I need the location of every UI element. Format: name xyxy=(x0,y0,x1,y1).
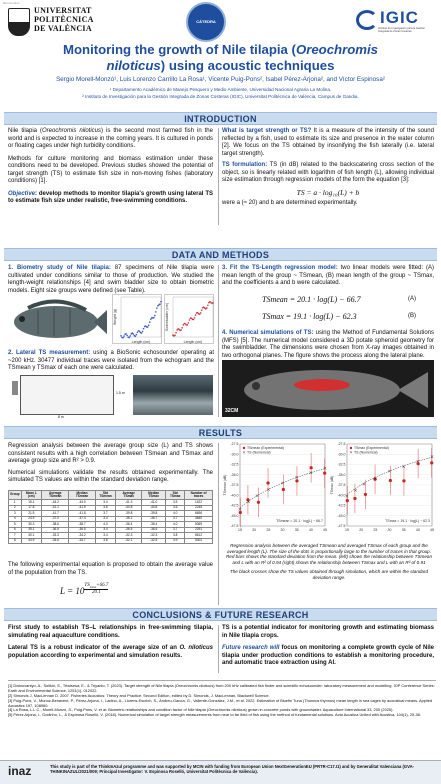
ts-mean-chart xyxy=(222,440,328,538)
intro-objective: Objective: develop methods to monitor tilapia's growth using lateral TS to estimate fish size under realistic, free-swimming conditions. xyxy=(8,190,213,204)
table-cell: -32.3 xyxy=(142,533,166,539)
method-1: 1. Biometry study of Nile tilapia: 87 specimens of Nile tilapia were cultivated under conditions similar to those of production. We studied the length-weight relationships [4] and swim bladder size to obtain biometric models. Eight size groups were defined (see Table). xyxy=(8,265,214,294)
y-tick-label: -32.5 xyxy=(337,462,346,467)
igic-wave-icon xyxy=(356,10,378,30)
x-tick-label: 15 xyxy=(345,528,349,532)
data-point xyxy=(123,335,125,337)
table-cell: -34.7 xyxy=(69,538,95,544)
x-tick-label: 20 xyxy=(252,528,257,532)
data-point xyxy=(120,335,122,337)
data-point xyxy=(139,330,141,332)
conclusion-4: Future research will focus on monitoring a complete growth cycle of Nile tilapia under production conditions to establish a monitoring procedure, and automatic trace extraction using AI. xyxy=(222,645,434,666)
university-emblem-icon xyxy=(8,8,30,36)
x-tick-label: 25 xyxy=(373,528,378,532)
intro-heading: INTRODUCTION xyxy=(4,112,437,125)
table-cell: 8612 xyxy=(185,533,213,539)
data-point xyxy=(323,472,326,475)
data-point xyxy=(310,466,313,469)
table-cell: -41.1 xyxy=(42,505,69,511)
y-axis-label: Swimbladder (cm) xyxy=(165,302,169,332)
echosounder-diagram xyxy=(8,373,213,418)
results-table xyxy=(8,490,213,544)
table-cell: -34.2 xyxy=(69,533,95,539)
table-cell: 1 xyxy=(9,500,22,506)
data-point xyxy=(402,479,405,482)
methods-heading: DATA AND METHODS xyxy=(4,248,437,261)
data-point xyxy=(141,332,143,334)
data-point xyxy=(180,329,182,331)
data-point xyxy=(181,327,183,329)
table-row xyxy=(9,538,213,544)
x-tick-label: 45 xyxy=(323,528,327,532)
y-tick-label: -37.5 xyxy=(230,483,239,488)
table-cell: -38.6 xyxy=(42,522,69,528)
uni-line3: DE VALÈNCIA xyxy=(34,23,92,33)
table-cell: 1422 xyxy=(185,500,213,506)
table-cell: 4 xyxy=(9,516,22,522)
data-point xyxy=(136,334,138,336)
ts-max-chart xyxy=(329,440,435,538)
data-point xyxy=(182,324,184,326)
chart-annotation: TSmax = 19.1 · log(L) − 62.3 xyxy=(385,519,430,523)
legend-label: TS (Numerical) xyxy=(354,450,378,455)
table-header: Number of traces xyxy=(185,491,213,500)
swimbladder-chart xyxy=(164,294,214,344)
results-heading: RESULTS xyxy=(4,426,437,439)
dim-1-5m: 1.5 m xyxy=(116,391,125,395)
ts-formulation: TS formulation: TS (in dB) related to the backscatering cross section of the object, so is linearly related with logarithm of fish length (L), allowing individual size estimation through regression models of the form the equation [3]: xyxy=(222,162,434,183)
data-point xyxy=(206,307,208,309)
data-point xyxy=(189,319,191,321)
inaz-logo: inaz xyxy=(8,764,32,778)
table-header: Std TSmean xyxy=(95,491,116,500)
data-point xyxy=(153,317,155,319)
y-tick-label: -30.0 xyxy=(337,452,346,457)
table-cell: 3 xyxy=(9,511,22,517)
table-cell: 2 xyxy=(9,505,22,511)
data-point xyxy=(137,332,139,334)
authors: Sergio Morell-Monzó¹, Luis Lorenzo Carrillo La Rosa¹, Vicente Puig-Pons², Isabel Pérez-Arjona², and Víctor Espinosa² xyxy=(56,76,385,83)
table-cell: -41.8 xyxy=(69,511,95,517)
x-tick-label: 15 xyxy=(238,528,242,532)
y-axis-label: TSmax (dB) xyxy=(330,475,334,495)
y-tick-label: -32.5 xyxy=(230,462,239,467)
equation-a: TSmean = 20.1 · log(L) − 66.7 xyxy=(262,295,361,304)
table-cell: 5302 xyxy=(185,538,213,544)
table-cell: -41.5 xyxy=(69,505,95,511)
table-cell: -41.0 xyxy=(142,500,166,506)
x-axis-label: Length (cm) xyxy=(183,340,203,344)
table-cell: 40.1 xyxy=(21,533,42,539)
caption-1: Regression analysis between the averaged TSmean and averaged TSmax of each group and the averaged length (L). The size of the dots is proportionally large to the number of traces in that group. Red bars shows the standard deviation from the mean. (left) shows the relationship between TSmean and L with an R² of 0.94 (right) shows the relationship between TSmax and L with an R² of 0.91 xyxy=(225,543,433,566)
table-cell: -32.1 xyxy=(116,538,142,544)
references xyxy=(8,680,436,718)
table-cell: -36.5 xyxy=(116,527,142,533)
data-point xyxy=(148,325,150,327)
y-tick-label: -42.5 xyxy=(230,503,239,508)
y-tick-label: -35.0 xyxy=(230,472,239,477)
table-cell: 2291 xyxy=(185,527,213,533)
table-cell: -39.8 xyxy=(142,511,166,517)
table-cell: 5 xyxy=(9,522,22,528)
uni-line2: POLITÈCNICA xyxy=(34,14,94,24)
legend-label: TS (Numerical) xyxy=(247,450,271,455)
data-point xyxy=(122,337,124,339)
intro-p2: Methods for culture monitoring and biomass estimation under these conditions need to be developed. Previous studies showed the potential of target strength (TS) to estimate fish size in non-moving fishes (laboratory conditions) [1]. xyxy=(8,155,213,184)
table-header: Average TSmax xyxy=(116,491,142,500)
table-cell: -41.3 xyxy=(116,500,142,506)
table-cell: 3.6 xyxy=(95,505,116,511)
y-tick-label: -35.0 xyxy=(337,472,346,477)
data-point xyxy=(154,315,156,317)
intro-left xyxy=(8,128,213,206)
results-p2: Numerical simulations validate the results obtained experimentally. The simulated TS values are within the standard deviation range. xyxy=(8,469,213,483)
ref-4: [4] La Rosa, L.L.C., Morell-Monzó, S., Puig-Pons, V. et al: Biometric relationships and condition factor of Nile tilapia (Oreochromis niloticus) grown in concrete ponds with groundwater. Aquaculture International 33, 200 (2025). xyxy=(8,707,394,713)
data-point xyxy=(175,332,177,334)
y-tick-label: -37.5 xyxy=(337,483,346,488)
data-point xyxy=(266,481,269,484)
table-cell: -41.7 xyxy=(42,511,69,517)
xray-scale-label: 32CM xyxy=(225,408,239,414)
igic-sub: Instituto de Investigación para la Gestión Integrada de Zonas Costeras xyxy=(378,27,425,33)
results-p1: Regression analysis between the average group size (L) and TS shows consistent results with a high correlation between TSmean and TSmax and average group size and R² > 0.9. xyxy=(8,443,213,464)
y-axis-label: Weight (g) xyxy=(113,308,117,326)
table-cell: -32.5 xyxy=(142,538,166,544)
table-header: Std TSmax xyxy=(166,491,185,500)
y-tick-label: -27.5 xyxy=(230,442,239,447)
data-point xyxy=(257,501,260,504)
conclusions-right xyxy=(222,625,434,668)
table-cell: -36.7 xyxy=(142,516,166,522)
table-cell: 3.8 xyxy=(166,533,185,539)
conclusions-heading: CONCLUSIONS & FUTURE RESEARCH xyxy=(4,608,437,621)
y-axis-label: TSmean (dB) xyxy=(223,474,227,496)
table-cell: 3.4 xyxy=(95,533,116,539)
legend-label: TSmean (Experimental) xyxy=(247,446,284,451)
table-cell: -44.2 xyxy=(42,500,69,506)
caption-2: The black crosses show the TS values obtained through simulation, which are within the standard deviation range. xyxy=(229,568,429,580)
table-header: Median TSmean xyxy=(69,491,95,500)
poster-title: Monitoring the growth of Nile tilapia (Oreochromis niloticus) using acoustic techniques xyxy=(62,42,379,73)
table-header: Median TSmax xyxy=(142,491,166,500)
table-header: Mean L (cm) xyxy=(21,491,42,500)
top-left-small: Bienvenidos xyxy=(3,1,20,5)
igic-name: IGIC xyxy=(380,8,419,27)
length-weight-chart xyxy=(112,294,162,344)
ts-where: were a (≈ 20) and b are determined experimentally. xyxy=(222,199,358,206)
y-tick-label: -40.0 xyxy=(337,493,346,498)
x-tick-label: 30 xyxy=(280,528,285,532)
data-point xyxy=(282,488,285,491)
y-tick-label: -45.0 xyxy=(337,513,346,518)
data-point xyxy=(125,333,127,335)
y-tick-label: -47.5 xyxy=(337,524,346,529)
table-cell: -37.0 xyxy=(42,516,69,522)
table-cell: -36.4 xyxy=(142,522,166,528)
intro-right xyxy=(222,128,434,207)
table-cell: 5069 xyxy=(185,522,213,528)
table-cell: 3.7 xyxy=(95,511,116,517)
data-point xyxy=(200,312,202,314)
y-tick-label: -27.5 xyxy=(337,442,346,447)
table-cell: 4.0 xyxy=(166,511,185,517)
igic-logo xyxy=(356,6,436,40)
data-point xyxy=(155,311,157,313)
data-point xyxy=(212,302,214,304)
results-p3: The following experimental equation is proposed to obtain the average value of the population from the TS. xyxy=(8,562,213,576)
final-equation: L = 10 $^{TS_{mean}+66.7 20.1}$ xyxy=(60,583,109,597)
table-cell: 7 xyxy=(9,533,22,539)
table-cell: 4.0 xyxy=(166,522,185,528)
table-cell: -40.8 xyxy=(142,505,166,511)
table-cell: -36.4 xyxy=(116,522,142,528)
data-point xyxy=(193,319,195,321)
x-tick-label: 45 xyxy=(430,528,434,532)
table-cell: 30.3 xyxy=(21,522,42,528)
intro-p1: Nile tilapia (Oreochromis niloticus) is the second most farmed fish in the world and is expected to increase in the coming years. It is cultured in ponds or floating cages under high turbidity conditions. xyxy=(8,128,213,149)
data-point xyxy=(194,317,196,319)
y-tick-label: -42.5 xyxy=(337,503,346,508)
data-point xyxy=(239,511,242,514)
data-point xyxy=(149,321,151,323)
ref-2: [2] Simonds J, MacLennan D. 2007. Fisheries Acoustics: Theory and Practice. Second Edition, edited by D. Simonds, J. MacLennan, Blackwell Science. xyxy=(8,692,270,698)
x-tick-label: 35 xyxy=(401,528,406,532)
x-tick-label: 40 xyxy=(415,528,420,532)
table-cell: 44.9 xyxy=(21,538,42,544)
x-tick-label: 35 xyxy=(294,528,299,532)
ts-equation: TS = a · log₁₀(L) + b xyxy=(296,187,360,197)
equation-b-tag: (B) xyxy=(408,313,416,319)
table-cell: 3.4 xyxy=(95,527,116,533)
data-point xyxy=(135,335,137,337)
ref-3: [3] Puig-Pons, V., Munoz-Benavent, P., Pérez-Arjona, I., Ladino, A., Llorens-Escrich, S., Andreu-García, G., Valiente-González, J.M., et al. 2022. Estimation of Bluefin Tuna (Thunnus thynnus) mean length in sea cages by acoustical means. Applied Acoustics 197, 108960. xyxy=(8,697,433,708)
legend-label: TSmax (Experimental) xyxy=(354,446,389,451)
data-point xyxy=(133,333,135,335)
table-cell: 3.6 xyxy=(166,505,185,511)
data-point xyxy=(353,497,356,500)
plot-area xyxy=(121,297,161,337)
y-tick-label: -47.5 xyxy=(230,524,239,529)
data-point xyxy=(417,462,420,465)
table-cell: 3.4 xyxy=(95,500,116,506)
table-header: Group xyxy=(9,491,22,500)
table-cell: 3.8 xyxy=(95,538,116,544)
dim-8m: 8 m xyxy=(58,415,64,419)
method-4: 4. Numerical simulations of TS: using the Method of Fundamental Solutions (MFS) [5]. The numerical model considered a 3D potate spheroid geometry for the swimbladder. The dimensions were chosen from X-ray images obtained in two orthogonal planes. The figure shows the process along the lateral plane. xyxy=(222,330,434,359)
table-cell: -36.5 xyxy=(69,527,95,533)
table-cell: 3.5 xyxy=(166,500,185,506)
data-point xyxy=(160,301,162,303)
table-cell: 15.1 xyxy=(21,500,42,506)
data-point xyxy=(174,334,176,336)
uni-line1: UNIVERSITAT xyxy=(34,6,92,15)
table-cell: -44.0 xyxy=(69,500,95,506)
tank-photo xyxy=(133,375,213,415)
conclusion-2: Lateral TS is a robust indicator of the average size of an O. niloticus population according to experimental and simulation results. xyxy=(8,645,214,659)
footer-text: This study is part of the ThinkInAzul programme and was supported by MCIN with funding from European Union NextGenerationEU (PRTR-C17.I1) and by Generalitat Valenciana (GVA-THINKINAZUL/2021/009; Principal Investigator: V. Espinosa Roselló, Universitat Politècnica de València). xyxy=(50,764,415,775)
plot-area xyxy=(173,297,213,337)
table-cell: 8 xyxy=(9,538,22,544)
affil2: ² Instituto de Investigación para la Gestión Integrada de Zonas Costeras (IGIC), Universitat Politècnica de València, Campus de Gandia. xyxy=(82,94,359,99)
method-3: 3. Fit the TS-Length regression model: two linear models were fitted: (A) mean length of the group ~ TSmean, (B) mean length of the group ~ TSmax, and the coefficients a and b were calculated. xyxy=(222,265,434,286)
affil1: ¹ Departamento Académico de Manejo Pesquero y Medio Ambiente, Universidad Nacional Agraria La Molina. xyxy=(109,87,332,92)
data-point xyxy=(147,326,149,328)
table-cell: 3.4 xyxy=(95,516,116,522)
x-tick-label: 25 xyxy=(266,528,271,532)
data-point xyxy=(207,304,209,306)
table-cell: -40.8 xyxy=(116,505,142,511)
table-cell: 3840 xyxy=(185,516,213,522)
equation-a-tag: (A) xyxy=(408,296,416,302)
x-tick-label: 30 xyxy=(387,528,392,532)
data-point xyxy=(156,307,158,309)
badge-text: CÁTEDRA xyxy=(196,19,216,24)
table-cell: 21.5 xyxy=(21,511,42,517)
data-point xyxy=(129,335,131,337)
method-2: 2. Lateral TS measurement: using a BioSonic echosounder operating at ~200 kHz. 30477 individual traces were isolated from the echogram and the TSmean y TSmax of each one were calculated. xyxy=(8,350,214,371)
tilapia-photo xyxy=(8,296,108,346)
table-cell: -32.3 xyxy=(116,533,142,539)
equation-b: TSmax = 19.1 · log(L) − 62.3 xyxy=(262,312,357,321)
data-point xyxy=(143,328,145,330)
hydrophone-icon xyxy=(12,381,18,395)
chart-annotation: TSmean = 20.1 · log(L) − 66.7 xyxy=(276,519,323,523)
ref-1: [1] Dwinovantyo, A., Solikin, S., Triwisesa, E., & Triyanto, T. (2023). Target strength of Nile tilapia (Oreochromis niloticus) from 200 kHz calibrated fish finder and scientific echosounder: laboratory measurement and modelling. IOP Conference Series: Earth and Environmental Science, 1251(1), 012022. xyxy=(8,683,435,693)
catedra-badge xyxy=(186,2,226,42)
data-point xyxy=(246,498,249,501)
data-point xyxy=(346,499,349,502)
data-point xyxy=(188,322,190,324)
data-point xyxy=(364,493,367,496)
ts-definition: What is target strength or TS? It is a measure of the intensity of the sound reflected by a fish, used to estimate its size and presence in the water column [2]. We focus on the TS obtained by insonifying the fish laterally (i.e. lateral target strength). xyxy=(222,128,434,157)
data-point xyxy=(128,337,130,339)
legend-marker xyxy=(243,447,245,449)
data-point xyxy=(199,313,201,315)
conclusions-left xyxy=(8,625,213,660)
conclusion-3: TS is a potential indicator for monitoring growth and estimating biomass in Nile tilapia crops. xyxy=(222,625,434,639)
data-point xyxy=(187,324,189,326)
x-tick-label: 20 xyxy=(359,528,364,532)
table-cell: 17.8 xyxy=(21,505,42,511)
xray-image xyxy=(222,360,434,417)
university-logo xyxy=(8,6,116,40)
legend-marker xyxy=(350,447,352,449)
table-cell: -34.6 xyxy=(42,538,69,544)
table-cell: 6 xyxy=(9,527,22,533)
results-caption xyxy=(224,543,434,580)
data-point xyxy=(430,461,433,464)
table-cell: 24.9 xyxy=(21,516,42,522)
table-cell: -39.8 xyxy=(116,511,142,517)
conclusion-1: First study to establish TS–L relationships in free-swimming tilapia, simulating real aquaculture conditions. xyxy=(8,625,213,639)
table-cell: 35.1 xyxy=(21,527,42,533)
data-point xyxy=(142,331,144,333)
y-tick-label: -30.0 xyxy=(230,452,239,457)
x-tick-label: 40 xyxy=(308,528,313,532)
data-point xyxy=(295,479,298,482)
table-cell: 3.7 xyxy=(166,527,185,533)
table-cell: 4.0 xyxy=(95,522,116,528)
data-point xyxy=(201,309,203,311)
x-axis-label: Length (cm) xyxy=(131,340,151,344)
data-point xyxy=(195,314,197,316)
table-cell: -38.7 xyxy=(69,522,95,528)
data-point xyxy=(126,335,128,337)
footer xyxy=(0,760,441,784)
ref-5: [5] Pérez Arjona, I., Godinho, L., & Espinosa Roselló, V. (2018). Numerical simulation of target strength measurements from near to far field of fish using the method of fundamental solutions. Acta Acustica United with Acustica, 104(1), 25-38. xyxy=(8,712,421,718)
table-cell: -36.1 xyxy=(116,516,142,522)
y-tick-label: -40.0 xyxy=(230,493,239,498)
data-point xyxy=(159,303,161,305)
table-cell: -37.4 xyxy=(69,516,95,522)
table-cell: 3.7 xyxy=(166,516,185,522)
data-point xyxy=(150,318,152,320)
table-cell: 3.9 xyxy=(166,538,185,544)
data-point xyxy=(389,479,392,482)
table-cell: -36.5 xyxy=(42,527,69,533)
y-tick-label: -45.0 xyxy=(230,513,239,518)
table-cell: 2245 xyxy=(185,505,213,511)
table-cell: -36.5 xyxy=(142,527,166,533)
table-cell: 6696 xyxy=(185,511,213,517)
results-text xyxy=(8,443,213,485)
table-header: Average TSmean xyxy=(42,491,69,500)
table-cell: -33.3 xyxy=(42,533,69,539)
